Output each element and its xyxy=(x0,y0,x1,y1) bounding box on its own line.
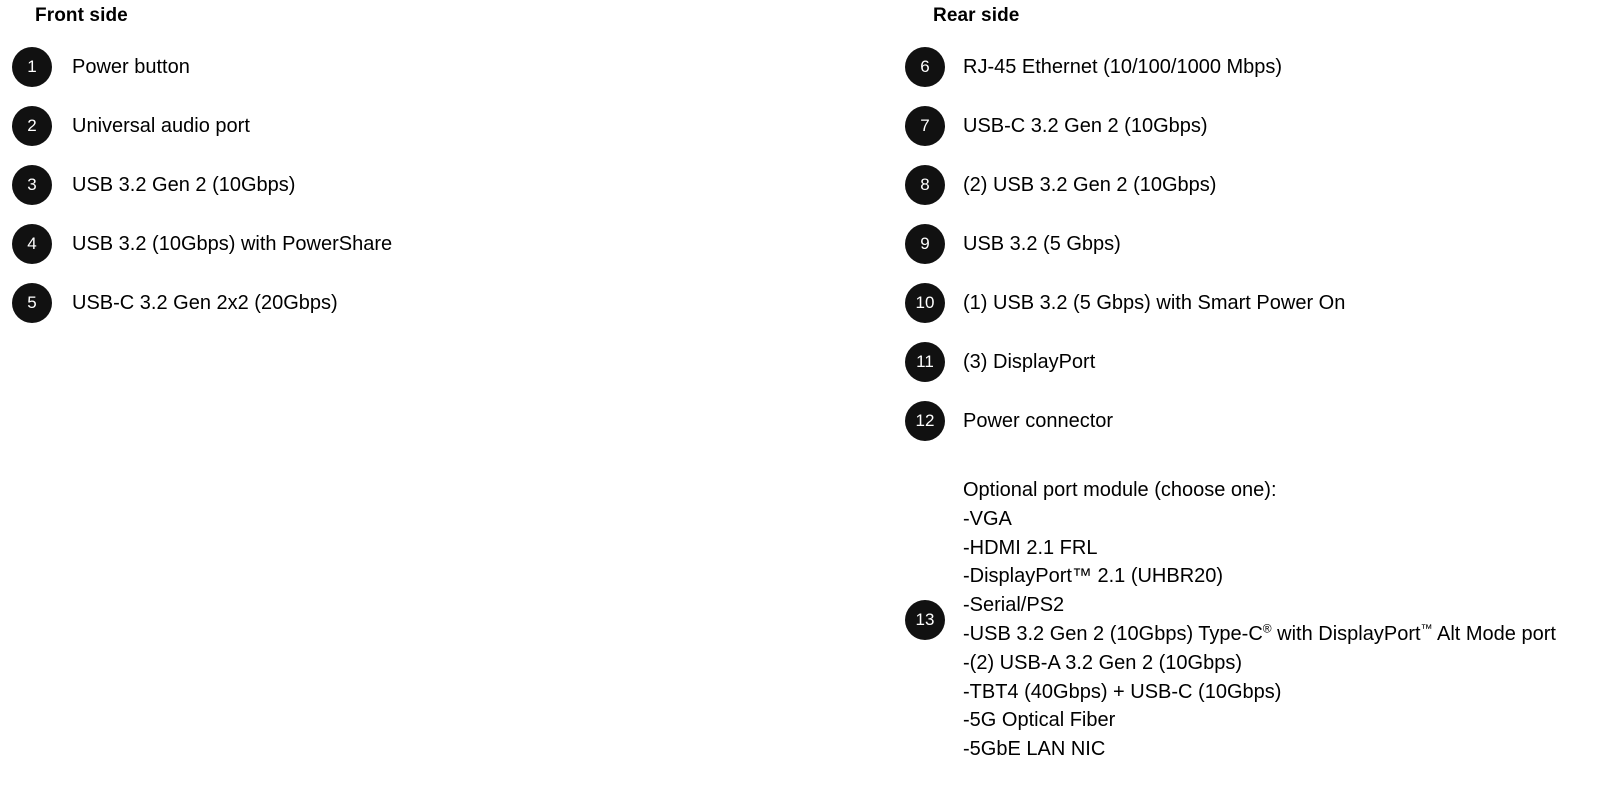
list-item xyxy=(905,224,1605,264)
callout-label: USB-C 3.2 Gen 2 (10Gbps) xyxy=(963,115,1208,137)
optional-module-option: -DisplayPort™ 2.1 (UHBR20) xyxy=(963,565,1224,588)
optional-module-option: -Serial/PS2 xyxy=(963,594,1065,617)
usb-c-post: Alt Mode port xyxy=(1432,622,1556,645)
usb-c-pre: -USB 3.2 Gen 2 (10Gbps) Type-C xyxy=(963,622,1263,645)
list-item xyxy=(905,106,1605,146)
callout-label: RJ-45 Ethernet (10/100/1000 Mbps) xyxy=(963,56,1283,78)
front-side-column xyxy=(12,0,912,323)
optional-module-option: -HDMI 2.1 FRL xyxy=(963,536,1098,559)
list-item xyxy=(905,47,1605,87)
trademark-mark: ™ xyxy=(1420,621,1433,636)
callout-badge: 8 xyxy=(905,165,945,205)
rear-side-heading: Rear side xyxy=(933,5,1020,26)
callout-badge: 10 xyxy=(905,283,945,323)
callout-badge: 9 xyxy=(905,224,945,264)
callout-label: Power connector xyxy=(963,410,1114,432)
callout-badge: 11 xyxy=(905,342,945,382)
optional-module-option: -5G Optical Fiber xyxy=(963,709,1116,732)
callout-badge: 7 xyxy=(905,106,945,146)
callout-badge-wrap xyxy=(905,600,945,640)
list-item xyxy=(12,165,912,205)
callout-label: (2) USB 3.2 Gen 2 (10Gbps) xyxy=(963,174,1217,196)
callout-badge: 12 xyxy=(905,401,945,441)
registered-mark: ® xyxy=(1262,621,1272,636)
callout-label: USB 3.2 (5 Gbps) xyxy=(963,233,1121,255)
list-item xyxy=(12,224,912,264)
list-item xyxy=(12,47,912,87)
optional-module-option-usb-c xyxy=(963,620,1605,649)
callout-badge: 13 xyxy=(905,600,945,640)
callout-badge: 1 xyxy=(12,47,52,87)
callout-label: Power button xyxy=(72,56,190,78)
callout-label: USB 3.2 Gen 2 (10Gbps) xyxy=(72,174,296,196)
front-side-heading: Front side xyxy=(35,5,128,26)
callout-label: USB-C 3.2 Gen 2x2 (20Gbps) xyxy=(72,292,338,314)
optional-module-intro: Optional port module (choose one): xyxy=(963,479,1277,501)
optional-port-module-text xyxy=(945,476,1605,764)
callout-badge: 6 xyxy=(905,47,945,87)
callout-label: (1) USB 3.2 (5 Gbps) with Smart Power On xyxy=(963,292,1346,314)
callout-label: (3) DisplayPort xyxy=(963,351,1096,373)
list-item xyxy=(905,401,1605,441)
rear-side-list xyxy=(905,47,1605,441)
list-item xyxy=(905,165,1605,205)
front-side-list xyxy=(12,47,912,323)
list-item xyxy=(12,106,912,146)
optional-module-option: -5GbE LAN NIC xyxy=(963,738,1106,761)
callout-label: USB 3.2 (10Gbps) with PowerShare xyxy=(72,233,393,255)
optional-module-option: -TBT4 (40Gbps) + USB-C (10Gbps) xyxy=(963,680,1282,703)
optional-port-module-item xyxy=(905,476,1605,764)
list-item xyxy=(905,283,1605,323)
list-item xyxy=(905,342,1605,382)
list-item xyxy=(12,283,912,323)
rear-side-column xyxy=(905,0,1605,764)
usb-c-mid: with DisplayPort xyxy=(1271,622,1421,645)
optional-module-option: -VGA xyxy=(963,507,1012,530)
optional-module-option: -(2) USB-A 3.2 Gen 2 (10Gbps) xyxy=(963,651,1243,674)
callout-label: Universal audio port xyxy=(72,115,250,137)
callout-badge: 2 xyxy=(12,106,52,146)
callout-badge: 5 xyxy=(12,283,52,323)
callout-badge: 4 xyxy=(12,224,52,264)
callout-badge: 3 xyxy=(12,165,52,205)
